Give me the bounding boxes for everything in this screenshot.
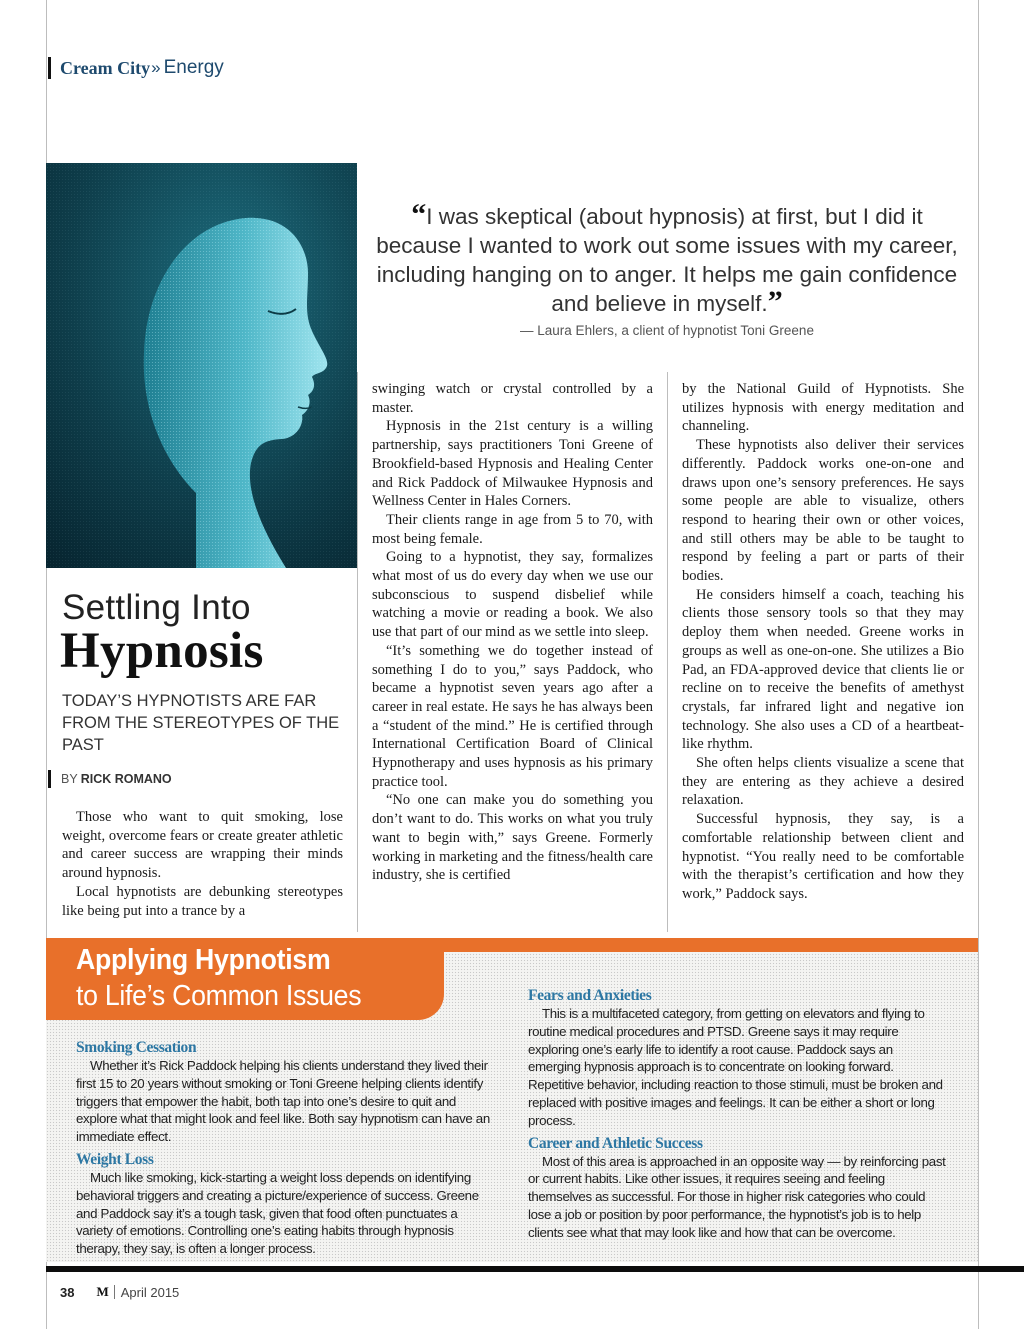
paragraph: by the National Guild of Hypnotists. She utilizes hypnosis with energy meditation and channeling.: [682, 381, 964, 435]
pull-quote-attribution: — Laura Ehlers, a client of hypnotist Toni Greene: [520, 323, 814, 338]
sidebar-column-left: [76, 1034, 496, 1258]
sidebar-heading-smoking: Smoking Cessation: [76, 1039, 197, 1056]
sidebar-heading-weight-loss: Weight Loss: [76, 1150, 154, 1168]
sidebar-paragraph: Whether it’s Rick Paddock helping his clients understand they lived their first 15 to 20 years without smoking or Toni Greene helping clients identify triggers that empower the habit, both tap into one’s desire to quit and explore what that might look and feel like. Both say hypnotism can have an immediate effect.: [76, 1058, 490, 1145]
sidebar-title-line2: to Life’s Common Issues: [76, 980, 362, 1012]
paragraph: swinging watch or crystal controlled by a master.: [372, 381, 653, 416]
article-column-3: [682, 380, 964, 904]
article-column-1: [62, 808, 343, 920]
section-separator: »: [151, 58, 161, 77]
paragraph: He considers himself a coach, teaching his clients those sensory tools so that they may deploy them when needed. Greene works in groups as well as one-on-one. She utilizes a Bio Pad, an FDA-approved device that clients lie or recline on to receive the benefits of amethyst crystals, far infrared light and negative ion technology. She also uses a CD of a heartbeat-like rhythm.: [682, 586, 964, 753]
bottom-rule: [46, 1266, 1024, 1272]
hero-image: [46, 163, 357, 568]
sidebar-paragraph: This is a multifaceted category, from getting on elevators and flying to routine medical procedures and PTSD. Greene says it may require exploring one’s early life to identify a root cause. Paddock says an emerging hypnosis approach is to concentrate on looking forward. Repetitive behavior, including reaction to those stimuli, must be broken and replaced with positive images and feelings. It can be either a short or long process.: [528, 1006, 943, 1128]
paragraph: Those who want to quit smoking, lose weight, overcome fears or create greater athletic and career success are wrapping their minds around hypnosis.: [62, 809, 343, 882]
paragraph: These hypnotists also deliver their services differently. Paddock works one-on-one and draws upon one’s sensory preferences. He says some people are able to visualize, others respond to hearing their own or other voices, and still others may be able to be taught to respond by feeling a part or parts of their bodies.: [682, 437, 964, 585]
open-quote-mark: “: [411, 198, 427, 231]
article-title-line1: Settling Into: [62, 588, 251, 627]
footer-separator: [114, 1285, 115, 1299]
page-number: 38: [60, 1284, 75, 1300]
paragraph: Local hypnotists are debunking stereotypes like being put into a trance by a: [62, 883, 343, 919]
section-marker-bar: [48, 57, 51, 79]
sidebar-title-tab: [46, 938, 444, 1020]
page-footer: [60, 1284, 179, 1300]
sidebar-title-line1: Applying Hypnotism: [76, 944, 331, 976]
section-name: Cream City: [60, 57, 151, 78]
page-margin-rule-right: [978, 0, 979, 1329]
paragraph: Hypnosis in the 21st century is a willing partnership, says practitioners Toni Greene of Brookfield-based Hypnosis and Healing Center and Rick Paddock of Milwaukee Hypnosis and Wellness Center in Hales Corners.: [372, 418, 653, 510]
sidebar-heading-fears: Fears and Anxieties: [528, 987, 652, 1004]
sidebar-heading-career: Career and Athletic Success: [528, 1134, 703, 1152]
sidebar-column-right: [528, 982, 948, 1242]
byline-prefix: BY: [61, 772, 78, 786]
sidebar-paragraph: Most of this area is approached in an opposite way — by reinforcing past or current habits. Like other issues, it requires seeing and feeling themselves as successful. For those in higher risk categories who could lose a job or position by poor performance, the hypnotist’s job is to help clients see what that may look like and how that can be overcome.: [528, 1153, 946, 1240]
close-quote-mark: ”: [767, 285, 783, 318]
article-deck: TODAY’S HYPNOTISTS ARE FAR FROM THE STEREOTYPES OF THE PAST: [62, 692, 340, 754]
section-header: [48, 55, 224, 81]
article-title-line2: Hypnosis: [60, 623, 264, 679]
paragraph: She often helps clients visualize a scene that they are entering as they achieve a desired relaxation.: [682, 755, 964, 809]
issue-date: April 2015: [120, 1284, 180, 1300]
byline-marker-bar: [48, 770, 51, 788]
column-divider: [357, 372, 358, 932]
pull-quote-text: I was skeptical (about hypnosis) at first, but I did it because I wanted to work out some issues with my career, including hanging on to anger. It helps me gain confidence and believe in myself.: [376, 204, 958, 316]
paragraph: Their clients range in age from 5 to 70, with most being female.: [372, 511, 653, 547]
magazine-logo: M: [96, 1284, 109, 1299]
byline-author: RICK ROMANO: [80, 772, 172, 786]
paragraph: Going to a hypnotist, they say, formalizes what most of us do every day when we use our subconscious to suspend disbelief while watching a movie or reading a book. We also use that part of our mind as we settle into sleep.: [372, 549, 653, 641]
paragraph: Successful hypnosis, they say, is a comfortable relationship between client and hypnotist. “You really need to be comfortable with the therapist’s certification and how they work,” Paddock says.: [682, 811, 964, 902]
paragraph: “No one can make you do something you don’t want to do. This works on what you truly want to begin with,” says Greene. Formerly working in marketing and the fitness/health care industry, she is certified: [372, 792, 653, 884]
sidebar-paragraph: Much like smoking, kick-starting a weight loss depends on identifying behavioral triggers and creating a picture/experience of success. Greene and Paddock say it’s a tough task, given that food often punctuates a variety of emotions. Controlling one’s eating habits through hypnosis therapy, they say, is often a longer process.: [76, 1169, 479, 1257]
sidebar-box: [46, 938, 978, 1262]
column-divider: [667, 372, 668, 932]
pull-quote: [372, 198, 962, 318]
profile-face-illustration-icon: [46, 163, 357, 568]
article-column-2: [372, 380, 653, 885]
subsection-name: Energy: [163, 57, 224, 78]
byline: [48, 770, 172, 788]
paragraph: “It’s something we do together instead of something I do to you,” says Paddock, who became a hypnotist seven years ago after a career in real estate. He says he has always been a “student of the mind.” He is certified through International Certification Board of Clinical Hypnotherapy and uses hypnosis as his primary practice tool.: [372, 642, 653, 790]
